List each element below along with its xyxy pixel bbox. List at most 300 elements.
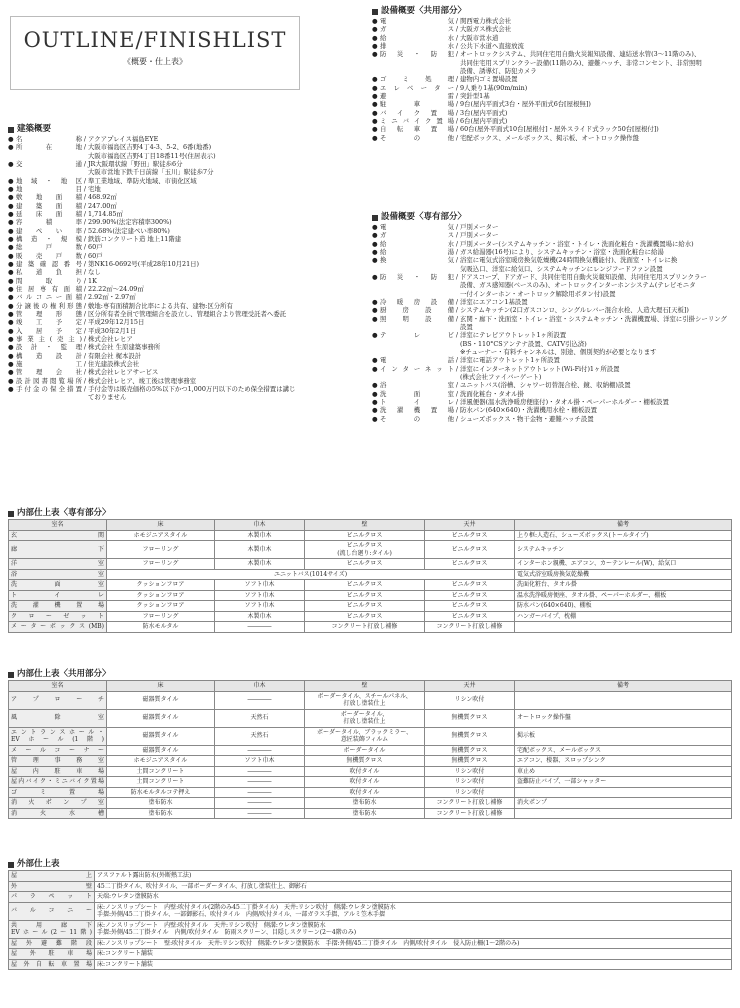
separator: / [83,176,87,185]
table-row [9,559,732,570]
spec-value: 突針型1基 [460,92,490,100]
spec-row [372,306,732,314]
spec-label: 電気 [380,17,454,26]
spec-label: 給湯 [380,248,454,257]
interior-private-heading: 内部仕上表〈専有部分〉 [8,508,732,519]
spec-label: バイク置場 [380,108,454,117]
spec-value: 株式会社レヒア、竣工後は管理事務室 [88,376,197,385]
spec-value: 1,714.85㎡ [88,210,123,218]
finish-cell: ホモジニアスタイル [107,756,215,767]
spec-row [8,252,344,260]
separator: / [83,268,87,277]
finish-cell: ボーダータイル、 打放し塗装仕上 [305,709,425,727]
spec-label: 管理形態 [16,309,82,318]
spec-row [372,50,732,75]
spec-value: 玄関・廊下・洗面室・トイレ・浴室・システムキッチン・洗濯機置場、洋室に引掛シーリング 設置 [460,314,727,331]
interior-shared-section [8,669,732,819]
finish-cell: 床:コンクリート舗装 [95,949,732,960]
separator: / [83,376,87,385]
notes-cell [515,787,732,798]
dot-bullet-icon: ● [372,331,378,340]
notes-cell: オートロック操作盤 [515,709,732,727]
spec-row [8,352,344,360]
finish-cell: ―――― [215,798,305,809]
table-row [9,691,732,709]
spec-label: ゴミ処理 [380,75,454,84]
room-name-cell: 洋室 [9,559,107,570]
spec-label: バルコニー面積 [16,293,82,302]
dot-bullet-icon: ● [372,356,378,365]
separator: / [83,243,87,252]
spec-value: 株式会社レヒアサービス [88,368,159,377]
column-header: 室名 [9,681,107,692]
dot-bullet-icon: ● [372,92,378,100]
spec-row [8,260,344,268]
spec-label: 地目 [16,185,82,194]
spec-label: 防災・防犯 [380,273,454,282]
finish-cell: ビニルクロス [305,590,425,601]
spec-value: ガス給湯器(16号)により、システムキッチン・浴室・洗面化粧台に給湯 [460,248,664,257]
spec-label: 私道負担 [16,268,82,277]
spec-row [8,318,344,326]
separator: / [83,318,87,327]
separator: / [83,276,87,285]
finish-cell: リシン吹付 [425,766,515,777]
finish-cell: ビニルクロス [425,530,515,541]
finish-cell: ビニルクロス [305,559,425,570]
spec-label: 排水 [380,42,454,51]
dot-bullet-icon: ● [372,83,378,92]
separator: / [83,334,87,343]
spec-label: 給水 [380,33,454,42]
separator: / [83,201,87,210]
column-header: 壁 [305,681,425,692]
finish-cell: ビニルクロス [305,601,425,612]
notes-cell: 車止め [515,766,732,777]
separator: / [83,218,87,227]
spec-label: 容積率 [16,218,82,227]
spec-value: 戸別メーター(システムキッチン・浴室・トイレ・洗面化粧台・洗濯機置場に給水) [460,239,694,248]
spec-value: 60台(屋外平面式10台[屋根付]・屋外スライド式ラック50台[屋根付]) [460,125,659,134]
notes-cell: 盗難防止バイプ、一部シャッター [515,777,732,788]
spec-row [8,160,344,177]
part-name-cell: 屋外駐車場 [9,949,95,960]
separator: / [455,356,459,365]
room-name-cell: メーターボックス(MB) [9,622,107,633]
finish-cell: ビニルクロス [305,611,425,622]
spec-value: 大阪市福島区吉野4丁4-3、5-2、6番(地番) 大阪市福島区吉野4丁目18番11号(住居表示) [88,143,216,160]
dot-bullet-icon: ● [372,397,378,406]
spec-label: 間取り [16,276,82,285]
interior-shared-table [8,680,732,819]
dot-bullet-icon: ● [8,309,14,318]
separator: / [455,381,459,390]
spec-value: JR大阪環状線「野田」駅徒歩6分 大阪市営地下鉄千日前線「玉川」駅徒歩7分 [88,160,214,177]
finish-cell: ビニルクロス [425,559,515,570]
separator: / [83,259,87,268]
dot-bullet-icon: ● [372,406,378,415]
spec-value: 22.22㎡～24.09㎡ [88,284,144,293]
separator: / [83,185,87,194]
column-header: 床 [107,681,215,692]
spec-label: インターネット [380,364,454,373]
spec-row [372,415,732,423]
page-title: OUTLINE/FINISHLIST [23,28,287,52]
separator: / [455,42,459,51]
spec-value: 平成30年2月1日 [88,326,137,335]
room-name-cell: 玄関 [9,530,107,541]
finish-cell: 磁器質タイル [107,727,215,745]
notes-cell: 温水洗浄暖房便座、タオル掛、ペーパーホルダー、棚板 [515,590,732,601]
spec-row [8,310,344,318]
separator: / [455,239,459,248]
spec-label: エレベーター [380,83,454,92]
finish-cell: ボーダータイル [305,745,425,756]
dot-bullet-icon: ● [8,276,14,285]
spec-value: 60戸 [88,243,103,252]
spec-value: 防水パン(640×640)・洗濯機用水栓・棚板設置 [460,406,597,415]
interior-shared-heading: 内部仕上表〈共用部分〉 [8,669,732,680]
spec-label: 住居専有面積 [16,284,82,293]
spec-value: 宅地 [88,185,101,194]
room-name-cell: 屋内バイク・ミニバイク置場 [9,777,107,788]
spec-row [372,331,732,356]
part-name-cell: 屋外避難階段 [9,938,95,949]
finish-cell: クッションフロア [107,601,215,612]
separator: / [83,160,87,169]
spec-row [8,227,344,235]
table-row [9,580,732,591]
separator: / [455,75,459,84]
finish-cell: リシン吹付 [425,787,515,798]
separator: / [455,92,459,100]
finish-cell: ビニルクロス [305,530,425,541]
finish-cell: コンクリート打放し補修 [425,622,515,633]
dot-bullet-icon: ● [372,239,378,248]
spec-row [8,202,344,210]
spec-label: 電気 [380,223,454,232]
spec-value: 299.90%(法定容積率300%) [88,218,172,227]
separator: / [455,256,459,265]
spec-label: 販売戸数 [16,251,82,260]
spec-row [8,360,344,368]
dot-bullet-icon: ● [372,25,378,34]
finish-cell: フローリング [107,611,215,622]
finish-cell: 土間コンクリート [107,766,215,777]
spec-value: 住光建設株式会社 [88,359,140,368]
dot-bullet-icon: ● [372,100,378,109]
part-name-cell: 共用廊下 EVホール(2～11階) [9,920,95,938]
spec-value: 6台(屋内平面式) [460,116,508,125]
notes-cell: 宅配ボックス、メールボックス [515,745,732,756]
dot-bullet-icon: ● [372,306,378,315]
dot-bullet-icon: ● [8,268,14,277]
spec-value: 2.92㎡・2.97㎡ [88,293,136,302]
finish-cell: ―――― [215,691,305,709]
spec-row [372,406,732,414]
room-name-cell: 風除室 [9,709,107,727]
shared-equipment-list [372,17,732,142]
separator: / [83,226,87,235]
table-row [9,949,732,960]
spec-row [372,365,732,382]
spec-row [372,125,732,133]
separator: / [83,343,87,352]
finish-cell: クッションフロア [107,580,215,591]
spec-label: 設計・監理 [16,343,82,352]
finish-cell: 木製巾木 [215,559,305,570]
room-name-cell: 浴室 [9,569,107,580]
finish-cell: 無機質クロス [305,756,425,767]
finish-cell: ソフト巾木 [215,590,305,601]
table-row [9,920,732,938]
dot-bullet-icon: ● [8,284,14,293]
spec-label: ガス [380,231,454,240]
spec-label: 洗面室 [380,389,454,398]
dot-bullet-icon: ● [372,389,378,398]
spec-label: 施工 [16,359,82,368]
finish-cell: 塗布防水 [305,798,425,809]
spec-value: 1K [88,276,97,285]
table-row [9,569,732,580]
part-name-cell: バルコニー [9,902,95,920]
separator: / [455,108,459,117]
separator: / [455,414,459,423]
spec-label: その他 [380,414,454,423]
separator: / [83,301,87,310]
separator: / [83,351,87,360]
spec-value: 公共下水道へ直接放流 [460,42,524,51]
spec-row [372,356,732,364]
finish-cell: コンクリート打放し補修 [425,798,515,809]
dot-bullet-icon: ● [8,351,14,360]
table-row [9,959,732,970]
spec-value: 52.68%(法定建ぺい率80%) [88,226,170,235]
finish-cell: 木製巾木 [215,530,305,541]
spec-label: 延床面積 [16,210,82,218]
building-outline-section [8,124,344,402]
finish-cell: 吹付タイル [305,777,425,788]
finish-cell: 土間コンクリート [107,777,215,788]
separator: / [455,273,459,282]
finish-cell: ユニットバス(1014サイズ) [107,569,515,580]
dot-bullet-icon: ● [8,376,14,385]
table-row [9,709,732,727]
finish-cell: リシン吹付 [425,777,515,788]
table-row [9,798,732,809]
finish-cell: ソフト巾木 [215,580,305,591]
spec-row [8,243,344,251]
dot-bullet-icon: ● [372,108,378,117]
finish-cell: 吹付タイル [305,766,425,777]
table-header-row [9,520,732,531]
room-name-cell: ゴミ置場 [9,787,107,798]
spec-row [8,377,344,385]
spec-row [8,218,344,226]
finish-cell: ビニルクロス [425,611,515,622]
spec-row [372,75,732,83]
column-header: 備考 [515,520,732,531]
finish-cell: 塗布防水 [305,808,425,819]
spec-label: 換気 [380,256,454,265]
separator: / [455,331,459,340]
finish-cell: 天然石 [215,709,305,727]
dot-bullet-icon: ● [8,243,14,252]
spec-label: トイレ [380,397,454,406]
dot-bullet-icon: ● [372,223,378,232]
notes-cell: 消火ポンプ [515,798,732,809]
dot-bullet-icon: ● [8,318,14,327]
column-header: 巾木 [215,520,305,531]
finish-cell: ビニルクロス [425,601,515,612]
dot-bullet-icon: ● [8,326,14,335]
part-name-cell: 屋上 [9,871,95,882]
spec-row [8,285,344,293]
separator: / [83,309,87,318]
private-equipment-section [372,212,732,423]
notes-cell: エアコン、棲器、スロップシンク [515,756,732,767]
separator: / [83,284,87,293]
finish-cell: ビニルクロス [425,541,515,559]
spec-label: 建築確認番号 [16,259,82,268]
spec-value: なし [88,268,101,277]
spec-value: 建物内ゴミ置場設置 [460,75,518,84]
spec-row [372,223,732,231]
building-outline-list [8,135,344,402]
spec-row [8,343,344,351]
separator: / [455,397,459,406]
spec-row [372,381,732,389]
separator: / [83,251,87,260]
spec-value: 戸別メーター [460,223,499,232]
dot-bullet-icon: ● [8,135,14,144]
exterior-heading: 外部仕上表 [8,859,732,870]
spec-value: 手付金等は販売価格の5%以下かつ1,000万円以下のため保全措置は講じ ておりません [88,384,296,402]
spec-label: 所在地 [16,143,82,152]
spec-row [8,385,344,402]
finish-cell: ボーダータイル、スチールパネル、 打放し塗装仕上 [305,691,425,709]
separator: / [455,306,459,315]
spec-row [8,277,344,285]
spec-label: 交通 [16,160,82,169]
spec-label: 自転車置場 [380,125,454,134]
finish-cell: 磁器質タイル [107,745,215,756]
dot-bullet-icon: ● [8,193,14,202]
spec-value: 株式会社レヒア [88,334,133,343]
dot-bullet-icon: ● [8,384,14,393]
dot-bullet-icon: ● [8,176,14,185]
finish-cell: ソフト巾木 [215,756,305,767]
spec-row [372,231,732,239]
finish-cell: 床:ノンスリップシート 内壁:吹付タイル 天井:リシン吹付 側溝:ウレタン塗膜防水 手摺:外側/45二丁掛タイル 内側/吹付タイル 防雨スクリーン、目隠しスクリーン(2～4階のみ) [95,920,732,938]
table-row [9,530,732,541]
dot-bullet-icon: ● [8,293,14,302]
interior-private-section [8,508,732,633]
table-row [9,871,732,882]
room-name-cell: 洗濯機置場 [9,601,107,612]
spec-label: 厨房設備 [380,306,454,315]
dot-bullet-icon: ● [372,75,378,84]
dot-bullet-icon: ● [8,226,14,235]
table-row [9,727,732,745]
finish-cell: ボーダータイル、ブラックミラー、 意匠装飾フィルム [305,727,425,745]
dot-bullet-icon: ● [372,50,378,59]
spec-label: 駐車場 [380,100,454,109]
dot-bullet-icon: ● [8,359,14,368]
spec-value: 大阪ガス株式会社 [460,25,512,34]
spec-label: 地域・地区 [16,176,82,185]
part-name-cell: パラペット [9,892,95,903]
column-header: 室名 [9,520,107,531]
separator: / [455,116,459,125]
table-row [9,938,732,949]
separator: / [455,25,459,34]
spec-row [372,390,732,398]
spec-row [372,100,732,108]
finish-cell: コンクリート打放し補修 [425,808,515,819]
finish-cell: 無機質クロス [425,756,515,767]
spec-label: 建築面積 [16,201,82,210]
spec-row [372,25,732,33]
finish-cell: 無機質クロス [425,709,515,727]
dot-bullet-icon: ● [372,381,378,390]
column-header: 備考 [515,681,732,692]
spec-value: 3台(屋内平面式) [460,108,508,117]
table-row [9,902,732,920]
separator: / [455,389,459,398]
finish-cell: 磁器質タイル [107,709,215,727]
spec-row [8,185,344,193]
dot-bullet-icon: ● [372,231,378,240]
spec-label: 敷地面積 [16,193,82,202]
separator: / [83,234,87,243]
separator: / [455,33,459,42]
dot-bullet-icon: ● [372,133,378,142]
spec-value: 洋室にエアコン1基設置 [460,298,528,306]
finish-cell: 床:ノンスリップシート 壁:吹付タイル 天井:リシン吹付 側溝:ウレタン塗膜防水 手摺:外側/45二丁掛タイル 内側/吹付タイル 侵入防止柵(1～2階のみ) [95,938,732,949]
table-row [9,611,732,622]
dot-bullet-icon: ● [8,234,14,243]
table-row [9,777,732,788]
finish-cell: 木製巾木 [215,611,305,622]
finish-cell: ビニルクロス [305,580,425,591]
dot-bullet-icon: ● [8,160,14,169]
square-bullet-icon [372,215,378,221]
shared-equipment-heading: 設備概要〈共用部分〉 [372,6,732,17]
separator: / [83,135,87,144]
spec-value: 浴室に電気式浴室暖房換気乾燥機(24時間換気機能付)、洗面室・トイレに換 気吸込口、洋室に給気口、システムキッチンにレンジフードファン設置 [460,256,678,273]
separator: / [455,83,459,92]
spec-row [8,193,344,201]
title-box [10,16,300,90]
spec-row [8,327,344,335]
notes-cell: 上り框:人造石、シューズボックス(トールタイプ) [515,530,732,541]
spec-value: システムキッチン(2口ガスコンロ、シングルレバー混合水栓、人造大理石[天板]) [460,306,689,315]
spec-row [372,273,732,298]
finish-cell: 床:コンクリート舗装 [95,959,732,970]
finish-cell: 防水モルタルコテ押え [107,787,215,798]
separator: / [83,384,87,393]
shared-equipment-section [372,6,732,142]
notes-cell: 洗面化粧台、タオル掛 [515,580,732,591]
spec-value: 株式会社 生原建築事務所 [88,343,161,352]
spec-value: 洋室に電話アウトレット1ヶ所設置 [460,356,560,365]
spec-value: 鉄筋コンクリート造 地上11階建 [88,234,182,243]
dot-bullet-icon: ● [8,143,14,152]
table-row [9,756,732,767]
spec-row [8,293,344,301]
spec-label: その他 [380,133,454,142]
